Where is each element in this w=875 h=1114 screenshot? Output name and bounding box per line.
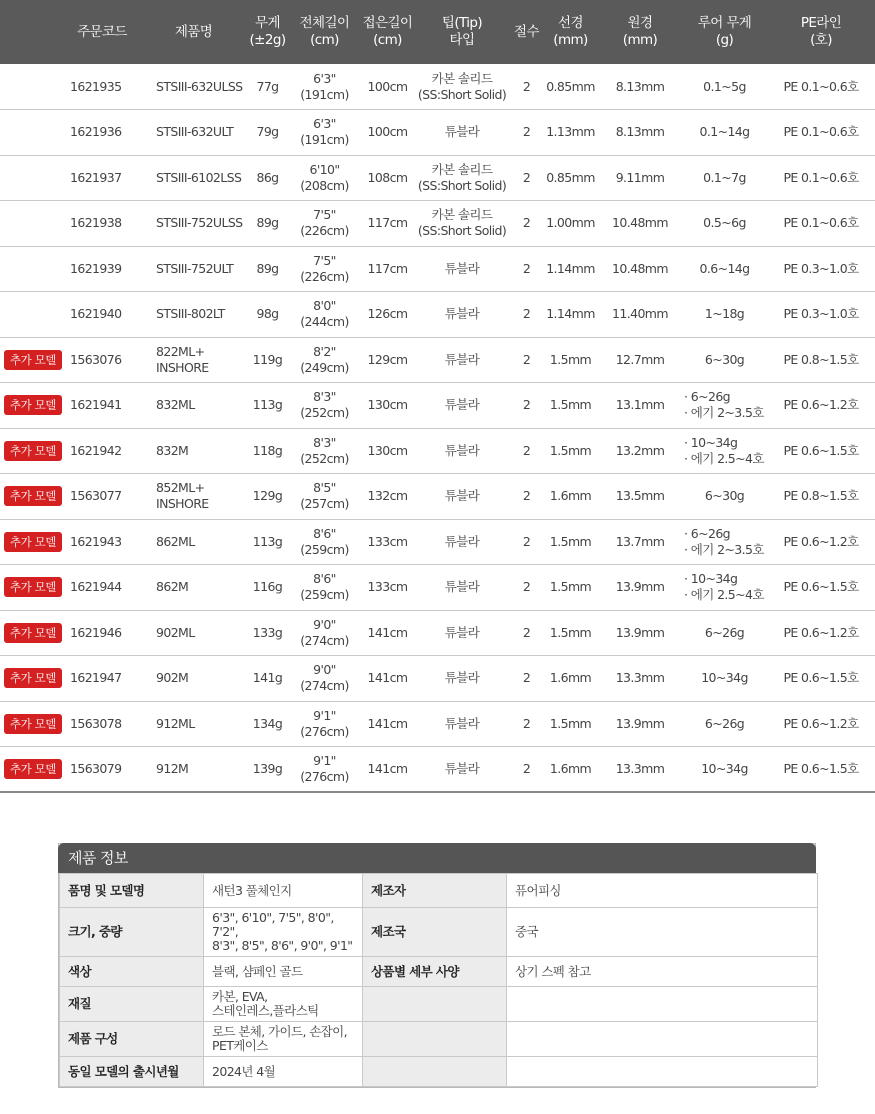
pe-line-cell: PE 0.1~0.6호: [783, 215, 859, 231]
lure-weight-cell: · 6~26g · 에기 2~3.5호: [684, 389, 764, 421]
order-code-cell: 1621938: [70, 215, 122, 231]
butt-diameter-cell: 10.48mm: [612, 215, 668, 231]
butt-diameter-cell: 13.5mm: [615, 488, 665, 504]
model-badge-cell: [0, 110, 64, 156]
folded-length-cell: 141cm: [367, 715, 408, 731]
table-row: [0, 610, 875, 656]
tip-type-cell: 튜블라: [444, 124, 480, 140]
tip-type-cell: 튜블라: [444, 624, 480, 640]
lure-weight-cell: 6~30g: [704, 351, 745, 367]
tip-type-cell: 튜블라: [444, 397, 480, 413]
additional-model-badge: 추가 모델: [4, 668, 62, 688]
order-code-cell: 1621937: [70, 169, 122, 185]
tip-type-cell: 카본 솔리드 (SS:Short Solid): [417, 70, 507, 102]
length-cell: 6'10" (208cm): [300, 161, 349, 193]
info-label: [363, 1057, 507, 1087]
table-row: [0, 110, 875, 156]
pe-line-cell: PE 0.3~1.0호: [783, 306, 859, 322]
table-row: [0, 155, 875, 201]
table-row: [0, 246, 875, 292]
product-name-cell: 832ML: [156, 397, 195, 413]
weight-cell: 118g: [252, 442, 283, 458]
folded-length-cell: 130cm: [367, 442, 408, 458]
pe-line-cell: PE 0.1~0.6호: [783, 78, 859, 94]
info-value: 중국: [507, 908, 818, 957]
weight-cell: 89g: [256, 215, 279, 231]
weight-cell: 139g: [252, 761, 283, 776]
table-row: [0, 64, 875, 110]
info-label: 상품별 세부 사양: [363, 957, 507, 987]
column-header: PE라인 (호): [800, 15, 842, 48]
folded-length-cell: 100cm: [367, 124, 408, 140]
tip-diameter-cell: 1.5mm: [549, 579, 592, 595]
model-badge-cell: [0, 64, 64, 110]
folded-length-cell: 130cm: [367, 397, 408, 413]
lure-weight-cell: 10~34g: [701, 761, 748, 776]
table-row: [0, 519, 875, 565]
info-value: 퓨어피싱: [507, 874, 818, 908]
folded-length-cell: 132cm: [367, 488, 408, 504]
tip-type-cell: 튜블라: [444, 533, 480, 549]
tip-diameter-cell: 1.13mm: [546, 124, 595, 140]
length-cell: 8'5" (257cm): [300, 480, 349, 512]
model-badge-cell: [0, 747, 64, 793]
pieces-cell: 2: [522, 670, 531, 686]
folded-length-cell: 126cm: [367, 306, 408, 322]
tip-diameter-cell: 1.6mm: [549, 488, 592, 504]
length-cell: 7'5" (226cm): [300, 207, 349, 239]
butt-diameter-cell: 13.2mm: [615, 442, 665, 458]
model-badge-cell: [0, 383, 64, 429]
butt-diameter-cell: 8.13mm: [615, 124, 665, 140]
column-header: 제품명: [174, 23, 213, 40]
table-row: [0, 747, 875, 793]
weight-cell: 141g: [252, 670, 283, 686]
lure-weight-cell: 0.1~14g: [699, 124, 750, 140]
pieces-cell: 2: [522, 306, 531, 322]
length-cell: 8'3" (252cm): [300, 389, 349, 421]
pieces-cell: 2: [522, 78, 531, 94]
model-badge-cell: [0, 519, 64, 565]
column-header: 루어 무게 (g): [697, 15, 752, 48]
lure-weight-cell: 0.1~5g: [703, 78, 746, 94]
product-info-box: [58, 843, 816, 1088]
weight-cell: 133g: [252, 624, 283, 640]
product-name-cell: STSIII-752ULT: [156, 260, 234, 276]
additional-model-badge: 추가 모델: [4, 714, 62, 734]
lure-weight-cell: 10~34g: [701, 670, 748, 686]
column-header: 원경 (mm): [622, 15, 658, 48]
product-info-table: [59, 873, 818, 1087]
info-label: 색상: [60, 957, 204, 987]
lure-weight-cell: 6~30g: [704, 488, 745, 504]
pe-line-cell: PE 0.6~1.2호: [783, 397, 859, 413]
length-cell: 8'6" (259cm): [300, 525, 349, 557]
info-value: 상기 스펙 참고: [507, 957, 818, 987]
weight-cell: 113g: [252, 397, 283, 413]
table-row: [0, 656, 875, 702]
length-cell: 9'1" (276cm): [300, 707, 349, 739]
pieces-cell: 2: [522, 351, 531, 367]
spec-table-body: [0, 64, 875, 792]
tip-type-cell: 카본 솔리드 (SS:Short Solid): [417, 161, 507, 193]
lure-weight-cell: 6~26g: [704, 624, 745, 640]
product-name-cell: 862M: [156, 579, 189, 595]
info-row: [60, 987, 818, 1022]
order-code-cell: 1621942: [70, 442, 122, 458]
tip-type-cell: 튜블라: [444, 670, 480, 686]
weight-cell: 77g: [256, 78, 279, 94]
length-cell: 9'0" (274cm): [300, 616, 349, 648]
tip-type-cell: 튜블라: [444, 715, 480, 731]
additional-model-badge: 추가 모델: [4, 395, 62, 415]
order-code-cell: 1621935: [70, 78, 122, 94]
tip-diameter-cell: 0.85mm: [546, 169, 595, 185]
lure-weight-cell: · 10~34g · 에기 2.5~4호: [684, 434, 764, 466]
product-name-cell: STSIII-6102LSS: [156, 169, 242, 185]
pieces-cell: 2: [522, 124, 531, 140]
info-label: [363, 1022, 507, 1057]
column-header: [0, 0, 64, 64]
info-label: [363, 987, 507, 1022]
spec-header-row: [0, 0, 875, 64]
folded-length-cell: 117cm: [367, 215, 408, 231]
order-code-cell: 1621943: [70, 533, 122, 549]
butt-diameter-cell: 11.40mm: [612, 306, 668, 322]
butt-diameter-cell: 13.1mm: [615, 397, 665, 413]
model-badge-cell: [0, 428, 64, 474]
pe-line-cell: PE 0.6~1.2호: [783, 715, 859, 731]
length-cell: 8'6" (259cm): [300, 571, 349, 603]
order-code-cell: 1563078: [70, 715, 122, 731]
tip-type-cell: 튜블라: [444, 351, 480, 367]
order-code-cell: 1563079: [70, 761, 122, 776]
weight-cell: 119g: [252, 351, 283, 367]
pe-line-cell: PE 0.6~1.5호: [783, 579, 859, 595]
folded-length-cell: 108cm: [367, 169, 408, 185]
additional-model-badge: 추가 모델: [4, 441, 62, 461]
tip-diameter-cell: 1.5mm: [549, 397, 592, 413]
product-name-cell: 852ML+ INSHORE: [156, 480, 209, 512]
tip-type-cell: 튜블라: [444, 761, 480, 776]
butt-diameter-cell: 10.48mm: [612, 260, 668, 276]
butt-diameter-cell: 13.9mm: [615, 579, 665, 595]
product-name-cell: STSIII-632ULT: [156, 124, 234, 140]
column-header: 팁(Tip) 타입: [441, 15, 483, 48]
info-value: [507, 1022, 818, 1057]
info-value: 카본, EVA, 스테인레스,플라스틱: [204, 987, 363, 1022]
info-label: 제조국: [363, 908, 507, 957]
weight-cell: 86g: [256, 169, 279, 185]
order-code-cell: 1621941: [70, 397, 122, 413]
butt-diameter-cell: 13.9mm: [615, 624, 665, 640]
order-code-cell: 1621944: [70, 579, 122, 595]
info-label: 크기, 중량: [60, 908, 204, 957]
table-row: [0, 383, 875, 429]
length-cell: 9'1" (276cm): [300, 753, 349, 784]
table-row: [0, 701, 875, 747]
info-row: [60, 1057, 818, 1087]
product-name-cell: 822ML+ INSHORE: [156, 343, 209, 375]
tip-diameter-cell: 1.5mm: [549, 442, 592, 458]
order-code-cell: 1563077: [70, 488, 122, 504]
tip-diameter-cell: 1.6mm: [549, 670, 592, 686]
tip-diameter-cell: 1.5mm: [549, 624, 592, 640]
model-badge-cell: [0, 565, 64, 611]
table-row: [0, 292, 875, 338]
info-row: [60, 908, 818, 957]
pe-line-cell: PE 0.6~1.5호: [783, 761, 859, 776]
model-badge-cell: [0, 474, 64, 520]
product-name-cell: 862ML: [156, 533, 195, 549]
pieces-cell: 2: [522, 624, 531, 640]
lure-weight-cell: · 10~34g · 에기 2.5~4호: [684, 571, 764, 603]
butt-diameter-cell: 13.3mm: [615, 761, 665, 776]
table-row: [0, 201, 875, 247]
butt-diameter-cell: 13.3mm: [615, 670, 665, 686]
order-code-cell: 1621946: [70, 624, 122, 640]
order-code-cell: 1621940: [70, 306, 122, 322]
pieces-cell: 2: [522, 533, 531, 549]
butt-diameter-cell: 13.7mm: [615, 533, 665, 549]
order-code-cell: 1563076: [70, 351, 122, 367]
lure-weight-cell: 1~18g: [704, 306, 745, 322]
pieces-cell: 2: [522, 488, 531, 504]
info-row: [60, 957, 818, 987]
folded-length-cell: 133cm: [367, 579, 408, 595]
weight-cell: 129g: [252, 488, 283, 504]
column-header: 절수: [514, 23, 539, 40]
product-info-title: 제품 정보: [58, 843, 816, 873]
lure-weight-cell: 0.6~14g: [699, 260, 750, 276]
pe-line-cell: PE 0.6~1.5호: [783, 442, 859, 458]
pe-line-cell: PE 0.1~0.6호: [783, 124, 859, 140]
order-code-cell: 1621947: [70, 670, 122, 686]
product-name-cell: 912M: [156, 761, 189, 776]
weight-cell: 89g: [256, 260, 279, 276]
tip-diameter-cell: 1.5mm: [549, 533, 592, 549]
table-row: [0, 565, 875, 611]
info-value: 로드 본체, 가이드, 손잡이, PET케이스: [204, 1022, 363, 1057]
info-label: 제조자: [363, 874, 507, 908]
lure-weight-cell: 0.1~7g: [703, 169, 746, 185]
pe-line-cell: PE 0.8~1.5호: [783, 351, 859, 367]
model-badge-cell: [0, 656, 64, 702]
info-value: 블랙, 샴페인 골드: [204, 957, 363, 987]
length-cell: 8'3" (252cm): [300, 434, 349, 466]
model-badge-cell: [0, 201, 64, 247]
info-value: 2024년 4월: [204, 1057, 363, 1087]
tip-type-cell: 튜블라: [444, 306, 480, 322]
table-row: [0, 337, 875, 383]
info-value: 6'3", 6'10", 7'5", 8'0", 7'2", 8'3", 8'5", 8'6", 9'0", 9'1": [204, 908, 363, 957]
product-name-cell: 902M: [156, 670, 189, 686]
product-name-cell: STSIII-632ULSS: [156, 78, 243, 94]
info-value: [507, 987, 818, 1022]
column-header: 주문코드: [77, 23, 127, 40]
pieces-cell: 2: [522, 715, 531, 731]
lure-weight-cell: 0.5~6g: [703, 215, 746, 231]
weight-cell: 116g: [252, 579, 283, 595]
additional-model-badge: 추가 모델: [4, 577, 62, 597]
order-code-cell: 1621936: [70, 124, 122, 140]
product-name-cell: STSIII-802LT: [156, 306, 225, 322]
tip-type-cell: 튜블라: [444, 442, 480, 458]
weight-cell: 98g: [256, 306, 279, 322]
tip-type-cell: 카본 솔리드 (SS:Short Solid): [417, 207, 507, 239]
lure-weight-cell: 6~26g: [704, 715, 745, 731]
length-cell: 8'2" (249cm): [300, 343, 349, 375]
length-cell: 6'3" (191cm): [300, 116, 349, 148]
model-badge-cell: [0, 610, 64, 656]
butt-diameter-cell: 9.11mm: [615, 169, 665, 185]
pieces-cell: 2: [522, 260, 531, 276]
info-label: 제품 구성: [60, 1022, 204, 1057]
info-row: [60, 874, 818, 908]
table-row: [0, 474, 875, 520]
pe-line-cell: PE 0.8~1.5호: [783, 488, 859, 504]
tip-type-cell: 튜블라: [444, 260, 480, 276]
product-name-cell: 832M: [156, 442, 189, 458]
pieces-cell: 2: [522, 397, 531, 413]
butt-diameter-cell: 12.7mm: [615, 351, 665, 367]
model-badge-cell: [0, 337, 64, 383]
tip-diameter-cell: 1.6mm: [549, 761, 592, 776]
model-badge-cell: [0, 246, 64, 292]
pe-line-cell: PE 0.6~1.5호: [783, 670, 859, 686]
pieces-cell: 2: [522, 169, 531, 185]
tip-diameter-cell: 0.85mm: [546, 78, 595, 94]
weight-cell: 134g: [252, 715, 283, 731]
weight-cell: 113g: [252, 533, 283, 549]
length-cell: 8'0" (244cm): [300, 298, 349, 330]
length-cell: 6'3" (191cm): [300, 70, 349, 102]
info-value: [507, 1057, 818, 1087]
pe-line-cell: PE 0.3~1.0호: [783, 260, 859, 276]
folded-length-cell: 141cm: [367, 761, 408, 776]
tip-diameter-cell: 1.5mm: [549, 351, 592, 367]
additional-model-badge: 추가 모델: [4, 486, 62, 506]
info-label: 동일 모델의 출시년월: [60, 1057, 204, 1087]
pe-line-cell: PE 0.6~1.2호: [783, 533, 859, 549]
info-value: 새턴3 풀체인지: [204, 874, 363, 908]
pieces-cell: 2: [522, 761, 531, 776]
folded-length-cell: 141cm: [367, 624, 408, 640]
lure-weight-cell: · 6~26g · 에기 2~3.5호: [684, 525, 764, 557]
order-code-cell: 1621939: [70, 260, 122, 276]
folded-length-cell: 117cm: [367, 260, 408, 276]
folded-length-cell: 133cm: [367, 533, 408, 549]
pieces-cell: 2: [522, 215, 531, 231]
pe-line-cell: PE 0.6~1.2호: [783, 624, 859, 640]
length-cell: 7'5" (226cm): [300, 252, 349, 284]
tip-diameter-cell: 1.14mm: [546, 260, 595, 276]
tip-diameter-cell: 1.5mm: [549, 715, 592, 731]
product-name-cell: 912ML: [156, 715, 195, 731]
weight-cell: 79g: [256, 124, 279, 140]
tip-type-cell: 튜블라: [444, 488, 480, 504]
pe-line-cell: PE 0.1~0.6호: [783, 169, 859, 185]
model-badge-cell: [0, 701, 64, 747]
additional-model-badge: 추가 모델: [4, 350, 62, 370]
folded-length-cell: 129cm: [367, 351, 408, 367]
column-header: 무게 (±2g): [249, 15, 286, 48]
folded-length-cell: 100cm: [367, 78, 408, 94]
pieces-cell: 2: [522, 442, 531, 458]
tip-diameter-cell: 1.00mm: [546, 215, 595, 231]
column-header: 접은길이 (cm): [362, 15, 413, 48]
length-cell: 9'0" (274cm): [300, 662, 349, 694]
model-badge-cell: [0, 155, 64, 201]
butt-diameter-cell: 13.9mm: [615, 715, 665, 731]
butt-diameter-cell: 8.13mm: [615, 78, 665, 94]
info-row: [60, 1022, 818, 1057]
product-name-cell: 902ML: [156, 624, 195, 640]
additional-model-badge: 추가 모델: [4, 759, 62, 779]
additional-model-badge: 추가 모델: [4, 623, 62, 643]
column-header: 선경 (mm): [553, 15, 588, 48]
model-badge-cell: [0, 292, 64, 338]
pieces-cell: 2: [522, 579, 531, 595]
info-label: 품명 및 모델명: [60, 874, 204, 908]
column-header: 전체길이 (cm): [299, 15, 350, 48]
table-row: [0, 428, 875, 474]
info-label: 재질: [60, 987, 204, 1022]
product-name-cell: STSIII-752ULSS: [156, 215, 243, 231]
tip-diameter-cell: 1.14mm: [546, 306, 595, 322]
additional-model-badge: 추가 모델: [4, 532, 62, 552]
tip-type-cell: 튜블라: [444, 579, 480, 595]
folded-length-cell: 141cm: [367, 670, 408, 686]
